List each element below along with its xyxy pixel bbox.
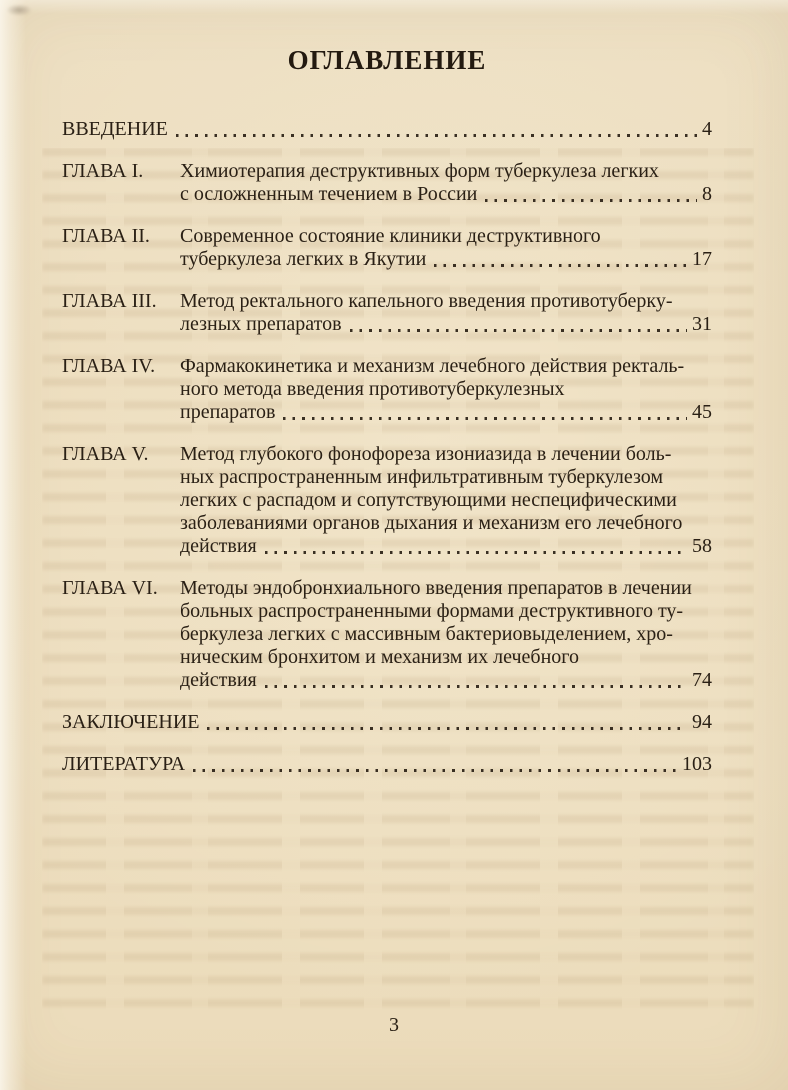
toc-entry-chapter-6 (62, 577, 712, 692)
chapter-title-line: беркулеза легких с массивным бактериовыделением, хро- (180, 623, 673, 645)
chapter-title-line: Метод глубокого фонофореза изониазида в лечении боль- (180, 443, 672, 465)
toc-page-number: 4 (702, 118, 712, 140)
paper-edge-top (0, 0, 788, 14)
chapter-title-line: действия (180, 535, 257, 557)
toc-entry-label: ЗАКЛЮЧЕНИЕ (62, 711, 200, 733)
chapter-title-line: препаратов (180, 401, 276, 423)
chapter-title-line: Методы эндобронхиального введения препаратов в лечении (180, 577, 692, 599)
toc-entry-chapter-3 (62, 290, 712, 336)
chapter-label: ГЛАВА I. (62, 160, 144, 182)
dot-leader (485, 199, 697, 202)
chapter-title-line: действия (180, 669, 257, 691)
chapter-title-line: заболеваниями органов дыхания и механизм его лечебного (180, 512, 683, 534)
chapter-title-block (180, 290, 712, 336)
table-of-contents (62, 118, 712, 776)
toc-page-number: 8 (702, 183, 712, 205)
chapter-title-block (180, 355, 712, 424)
folio-page-number: 3 (389, 1014, 399, 1036)
toc-page-number: 31 (692, 313, 712, 335)
toc-entry-introduction (62, 118, 712, 141)
chapter-label: ГЛАВА IV. (62, 355, 156, 377)
chapter-title-line: ного метода введения противотуберкулезных (180, 378, 565, 400)
chapter-title-line: Метод ректального капельного введения противотуберку- (180, 290, 673, 312)
chapter-title-block (180, 225, 712, 271)
toc-entry-label: ВВЕДЕНИЕ (62, 118, 168, 140)
scan-smudge (6, 4, 32, 16)
toc-page-number: 94 (692, 711, 712, 733)
toc-entry-chapter-5 (62, 443, 712, 558)
toc-page-number: 74 (692, 669, 712, 691)
dot-leader (176, 134, 697, 137)
chapter-title-block (180, 160, 712, 206)
dot-leader (434, 264, 687, 267)
toc-entry-bibliography (62, 753, 712, 776)
toc-entry-chapter-4 (62, 355, 712, 424)
toc-entry-conclusion (62, 711, 712, 734)
dot-leader (283, 417, 687, 420)
toc-page-number: 45 (692, 401, 712, 423)
toc-entry-chapter-2 (62, 225, 712, 271)
chapter-title-block (180, 577, 712, 692)
dot-leader (193, 769, 677, 772)
chapter-label: ГЛАВА VI. (62, 577, 158, 599)
chapter-label: ГЛАВА V. (62, 443, 149, 465)
toc-page-number: 58 (692, 535, 712, 557)
toc-page-number: 17 (692, 248, 712, 270)
chapter-title-line: Химиотерапия деструктивных форм туберкулеза легких (180, 160, 659, 182)
dot-leader (265, 685, 687, 688)
chapter-title-line: лезных препаратов (180, 313, 342, 335)
toc-content (62, 45, 712, 776)
toc-entry-label: ЛИТЕРАТУРА (62, 753, 186, 775)
dot-leader (207, 727, 687, 730)
dot-leader (350, 329, 687, 332)
paper-edge-left (0, 0, 26, 1090)
chapter-title-line: ническим бронхитом и механизм их лечебного (180, 646, 579, 668)
chapter-title-line: ных распространенным инфильтративным туберкулезом (180, 466, 664, 488)
chapter-title-line: больных распространенными формами деструктивного ту- (180, 600, 684, 622)
toc-entry-chapter-1 (62, 160, 712, 206)
chapter-title-block (180, 443, 712, 558)
chapter-title-line: легких с распадом и сопутствующими неспецифическими (180, 489, 677, 511)
dot-leader (265, 551, 687, 554)
chapter-title-line: туберкулеза легких в Якутии (180, 248, 427, 270)
chapter-title-line: Фармакокинетика и механизм лечебного действия ректаль- (180, 355, 685, 377)
page-title: ОГЛАВЛЕНИЕ (287, 45, 487, 75)
chapter-title-line: с осложненным течением в России (180, 183, 478, 205)
chapter-label: ГЛАВА III. (62, 290, 157, 312)
chapter-label: ГЛАВА II. (62, 225, 150, 247)
chapter-title-line: Современное состояние клиники деструктивного (180, 225, 601, 247)
toc-page-number: 103 (682, 753, 712, 775)
